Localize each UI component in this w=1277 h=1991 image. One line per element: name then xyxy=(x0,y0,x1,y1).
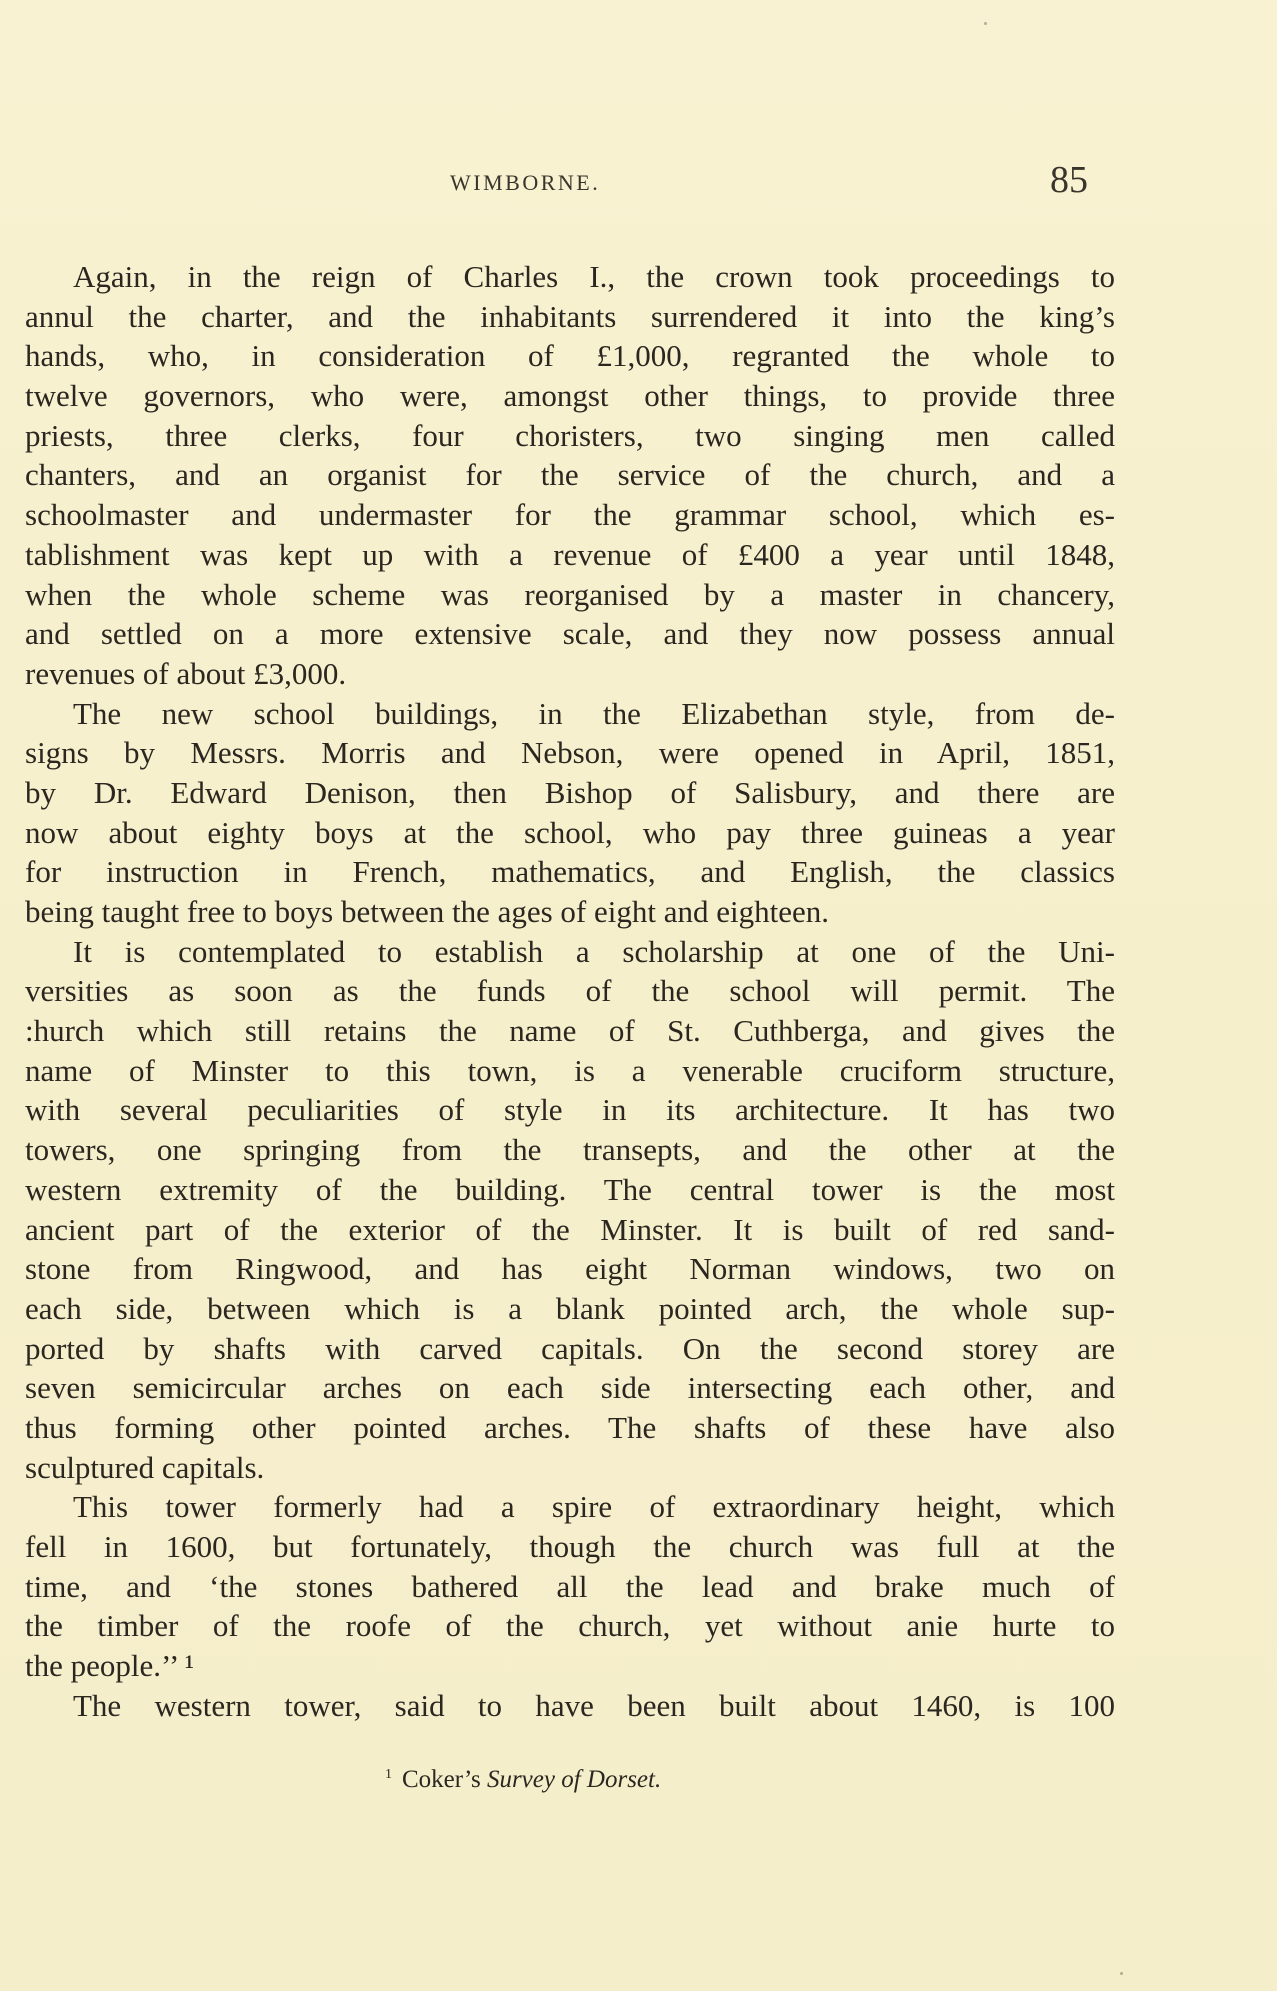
running-title: WIMBORNE. xyxy=(450,170,601,195)
text-line: ported by shafts with carved capitals. On the second storey are xyxy=(25,1330,1115,1366)
text-line: :hurch which still retains the name of St. Cuthberga, and gives the xyxy=(25,1013,1115,1049)
text-line: tablishment was kept up with a revenue of £400 a year until 1848, xyxy=(25,536,1115,572)
text-line: when the whole scheme was reorganised by a master in chancery, xyxy=(25,576,1115,612)
text-line: fell in 1600, but fortunately, though the church was full at the xyxy=(25,1529,1115,1564)
page-number: 85 xyxy=(1050,159,1088,201)
text-line: sculptured capitals. xyxy=(25,1449,265,1485)
text-line: the timber of the roofe of the church, yet without anie hurte to xyxy=(25,1608,1115,1644)
text-line: towers, one springing from the transepts, and the other at the xyxy=(25,1132,1115,1168)
text-line: Again, in the reign of Charles I., the crown took proceedings to xyxy=(73,259,1115,294)
text-line: and settled on a more extensive scale, and they now possess annual xyxy=(25,616,1115,652)
text-line: chanters, and an organist for the service of the church, and a xyxy=(25,457,1115,493)
body-text xyxy=(25,257,1115,1725)
text-line: versities as soon as the funds of the school will permit. The xyxy=(25,973,1115,1009)
text-line: now about eighty boys at the school, who pay three guineas a year xyxy=(25,814,1115,850)
text-line: priests, three clerks, four choristers, two singing men called xyxy=(25,417,1115,453)
footnote-title: Survey of Dorset xyxy=(486,1766,655,1793)
text-line: ancient part of the exterior of the Minster. It is built of red sand- xyxy=(25,1211,1115,1247)
text-line: name of Minster to this town, is a venerable cruciform structure, xyxy=(25,1052,1115,1088)
footnote-period: . xyxy=(654,1766,662,1793)
text-line: the people.’’ ¹ xyxy=(25,1648,195,1684)
paper-speck xyxy=(984,22,987,25)
text-line: hands, who, in consideration of £1,000, regranted the whole to xyxy=(25,338,1115,374)
text-line: The western tower, said to have been built about 1460, is 100 xyxy=(73,1687,1115,1723)
footnote-author: Coker’s xyxy=(402,1766,481,1793)
text-line: with several peculiarities of style in its architecture. It has two xyxy=(25,1092,1115,1128)
text-line: for instruction in French, mathematics, and English, the classics xyxy=(25,854,1115,890)
text-line: schoolmaster and undermaster for the grammar school, which es- xyxy=(25,497,1115,533)
text-line: seven semicircular arches on each side intersecting each other, and xyxy=(25,1370,1115,1406)
text-line: by Dr. Edward Denison, then Bishop of Salisbury, and there are xyxy=(25,774,1115,810)
text-line: annul the charter, and the inhabitants surrendered it into the king’s xyxy=(25,298,1115,334)
paper-speck xyxy=(1120,1972,1123,1975)
text-line: revenues of about £3,000. xyxy=(25,655,347,691)
text-line: stone from Ringwood, and has eight Norman windows, two on xyxy=(25,1251,1115,1287)
running-head xyxy=(0,160,1277,210)
text-line: The new school buildings, in the Elizabethan style, from de- xyxy=(73,695,1115,731)
text-line: This tower formerly had a spire of extraordinary height, which xyxy=(73,1489,1115,1525)
text-line: signs by Messrs. Morris and Nebson, were opened in April, 1851, xyxy=(25,735,1115,771)
text-line: twelve governors, who were, amongst other things, to provide three xyxy=(25,378,1115,414)
footnote xyxy=(385,1766,661,1794)
text-line: being taught free to boys between the ages of eight and eighteen. xyxy=(25,894,830,929)
text-line: time, and ‘the stones bathered all the lead and brake much of xyxy=(25,1568,1115,1604)
text-line: each side, between which is a blank pointed arch, the whole sup- xyxy=(25,1290,1115,1326)
text-line: thus forming other pointed arches. The shafts of these have also xyxy=(25,1409,1115,1445)
footnote-mark: 1 xyxy=(385,1766,392,1782)
text-line: It is contemplated to establish a scholarship at one of the Uni- xyxy=(73,933,1115,969)
text-line: western extremity of the building. The central tower is the most xyxy=(25,1171,1115,1207)
